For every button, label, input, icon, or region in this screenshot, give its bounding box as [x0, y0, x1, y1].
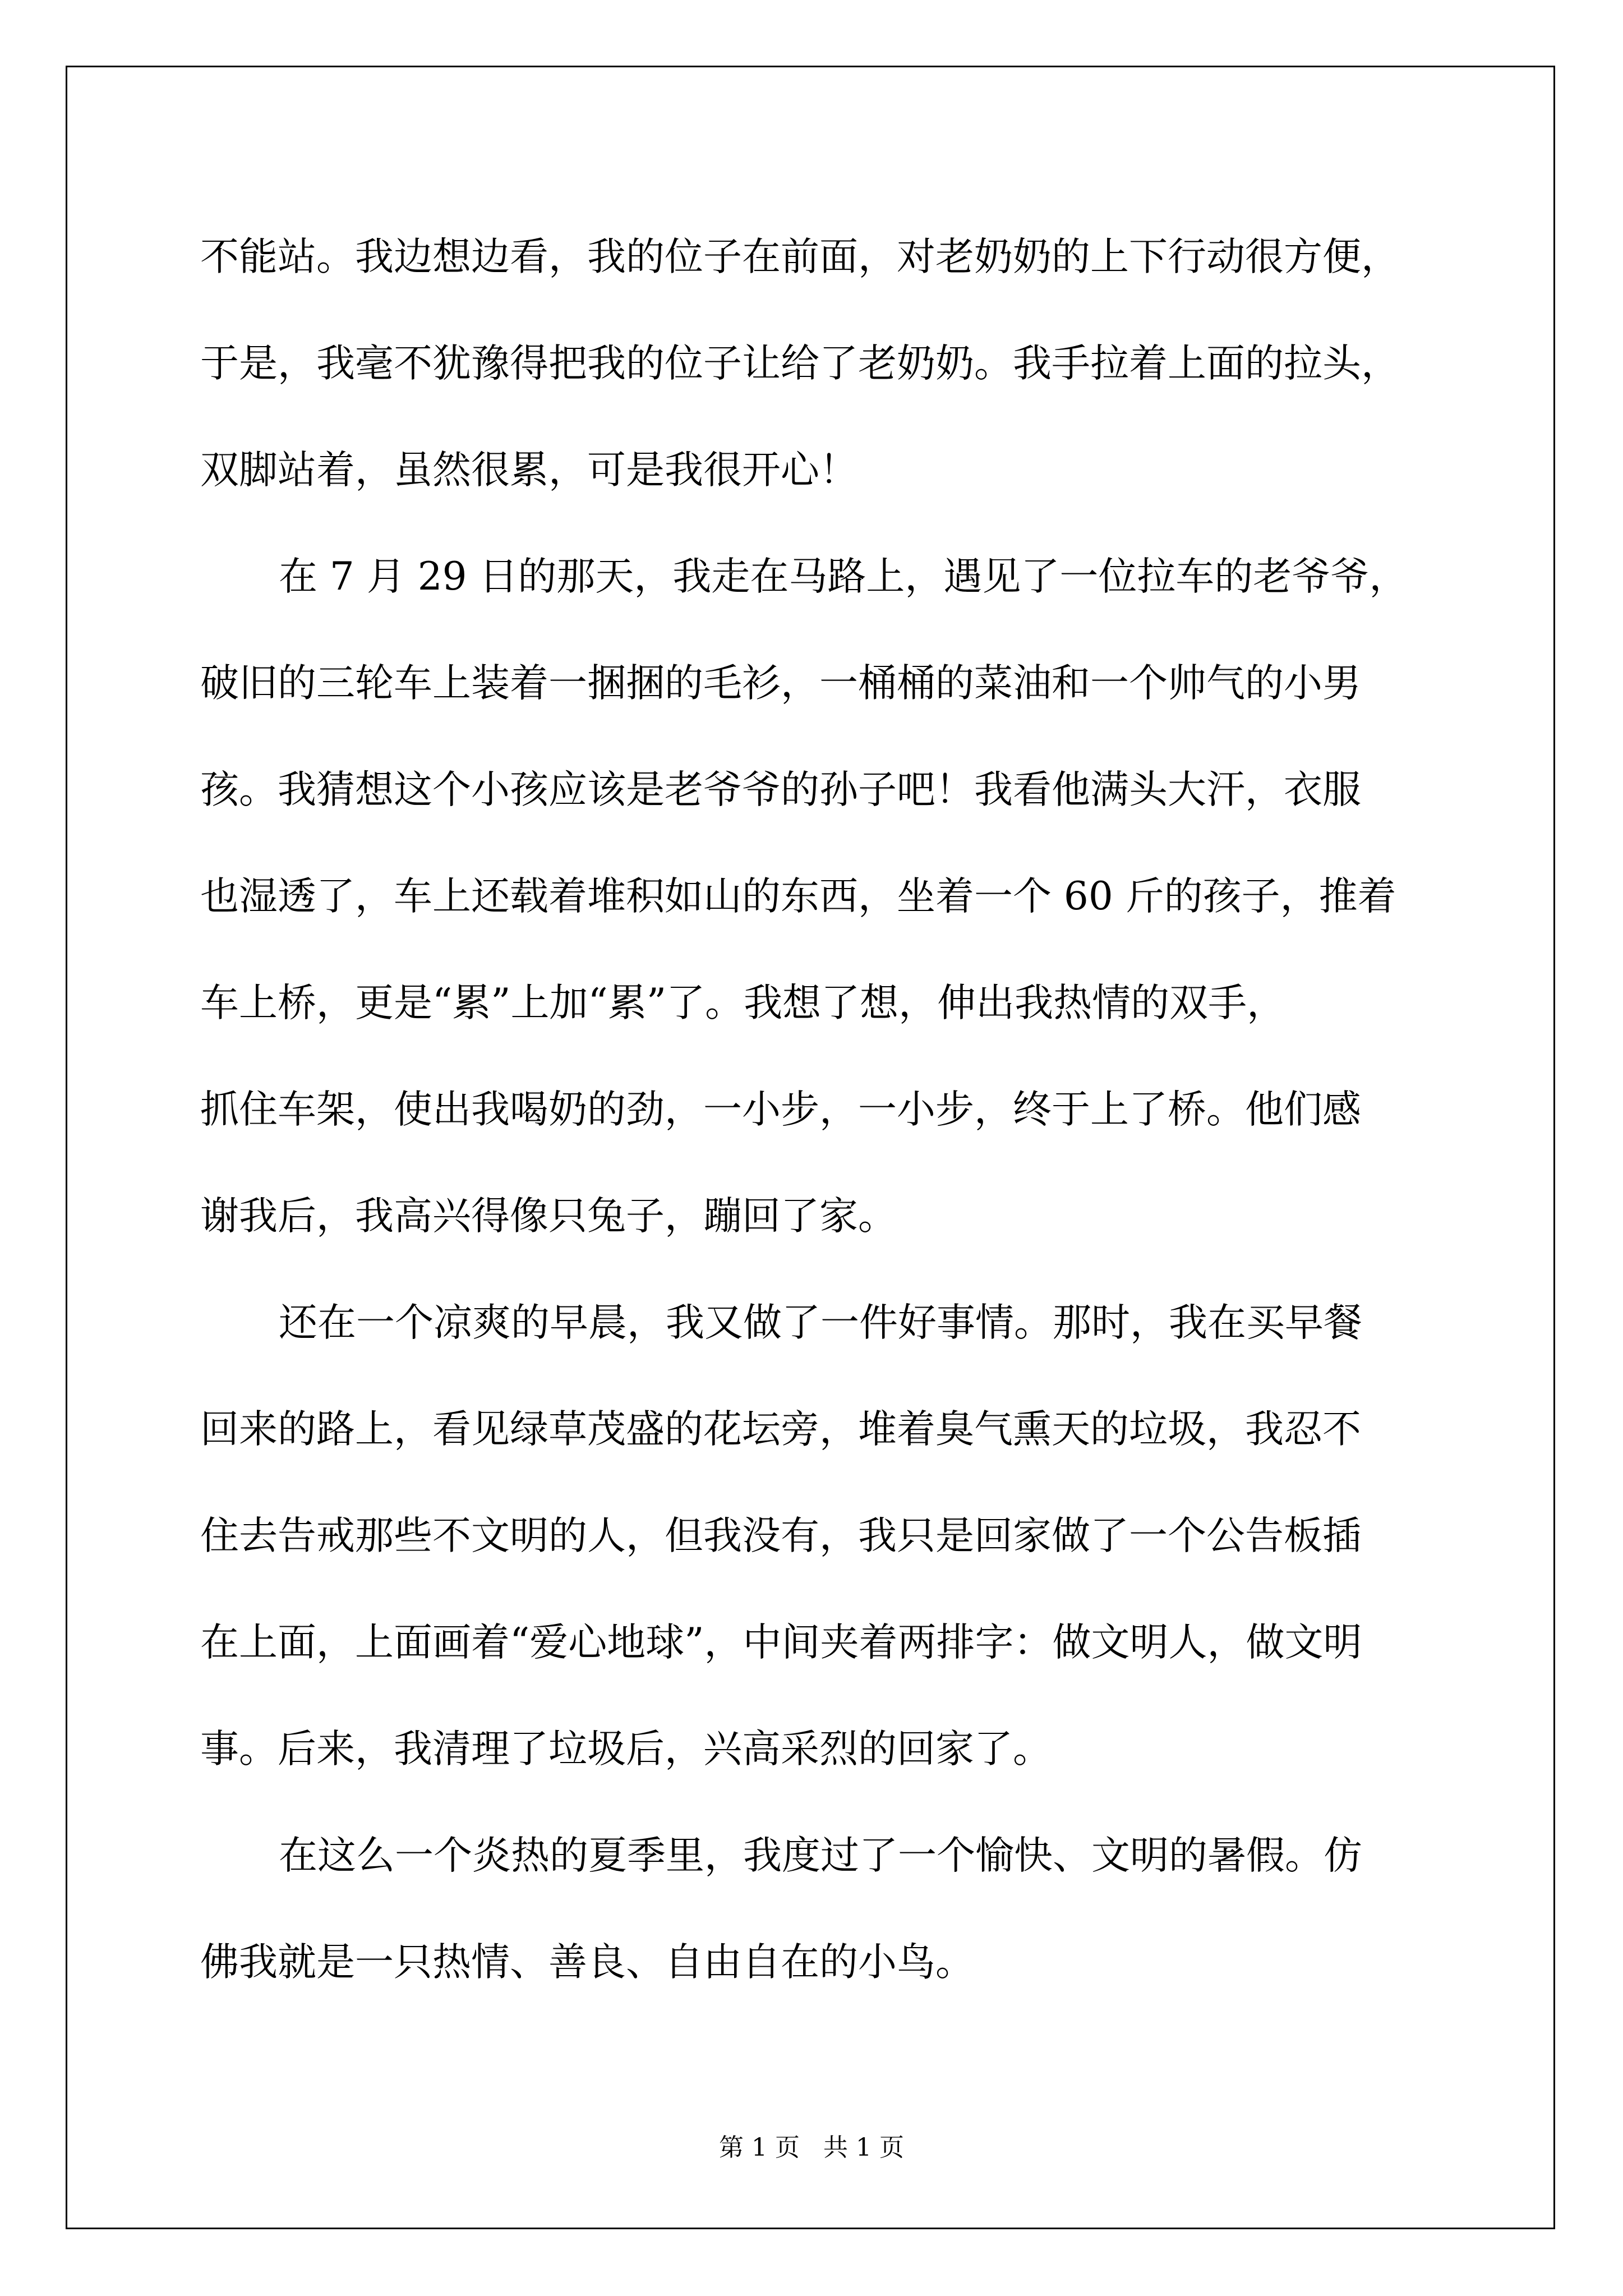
text-line: 双脚站着，虽然很累，可是我很开心！	[200, 448, 858, 493]
text-line: 事。后来，我清理了垃圾后，兴高采烈的回家了。	[200, 1727, 1052, 1772]
text-line: 车上桥，更是“累”上加“累”了。我想了想，伸出我热情的双手，	[200, 981, 1286, 1025]
paragraph-1	[200, 204, 1434, 523]
text-line: 于是，我毫不犹豫得把我的位子让给了老奶奶。我手拉着上面的拉头，	[200, 341, 1400, 386]
text-line: 不能站。我边想边看，我的位子在前面，对老奶奶的上下行动很方便，	[200, 234, 1400, 279]
page-footer	[0, 2127, 1623, 2163]
text-line: 在这么一个炎热的夏季里，我度过了一个愉快、文明的暑假。仿	[279, 1833, 1362, 1878]
text-line: 孩。我猜想这个小孩应该是老爷爷的孙子吧！我看他满头大汗，衣服	[200, 767, 1361, 812]
text-line: 破旧的三轮车上装着一捆捆的毛衫，一桶桶的菜油和一个帅气的小男	[200, 661, 1361, 706]
paragraph-4	[200, 1802, 1434, 2016]
document-body	[200, 204, 1434, 2016]
text-line: 在 7 月 29 日的那天，我走在马路上，遇见了一位拉车的老爷爷，	[279, 554, 1408, 599]
text-line: 回来的路上，看见绿草茂盛的花坛旁，堆着臭气熏天的垃圾，我忍不	[200, 1407, 1361, 1452]
text-line: 也湿透了，车上还载着堆积如山的东西，坐着一个 60 斤的孩子，推着	[200, 874, 1396, 919]
paragraph-2	[200, 523, 1434, 1269]
paragraph-3	[200, 1269, 1434, 1802]
page-total: 共 1 页	[823, 2133, 904, 2162]
text-line: 住去告戒那些不文明的人，但我没有，我只是回家做了一个公告板插	[200, 1513, 1361, 1558]
text-line: 佛我就是一只热情、善良、自由自在的小鸟。	[200, 1940, 974, 1985]
text-line: 抓住车架，使出我喝奶的劲，一小步，一小步，终于上了桥。他们感	[200, 1087, 1361, 1132]
text-line: 在上面，上面画着“爱心地球”，中间夹着两排字：做文明人，做文明	[200, 1620, 1362, 1665]
page-number: 第 1 页	[719, 2133, 800, 2162]
text-line: 谢我后，我高兴得像只兔子，蹦回了家。	[200, 1194, 897, 1239]
text-line: 还在一个凉爽的早晨，我又做了一件好事情。那时，我在买早餐	[279, 1300, 1362, 1345]
